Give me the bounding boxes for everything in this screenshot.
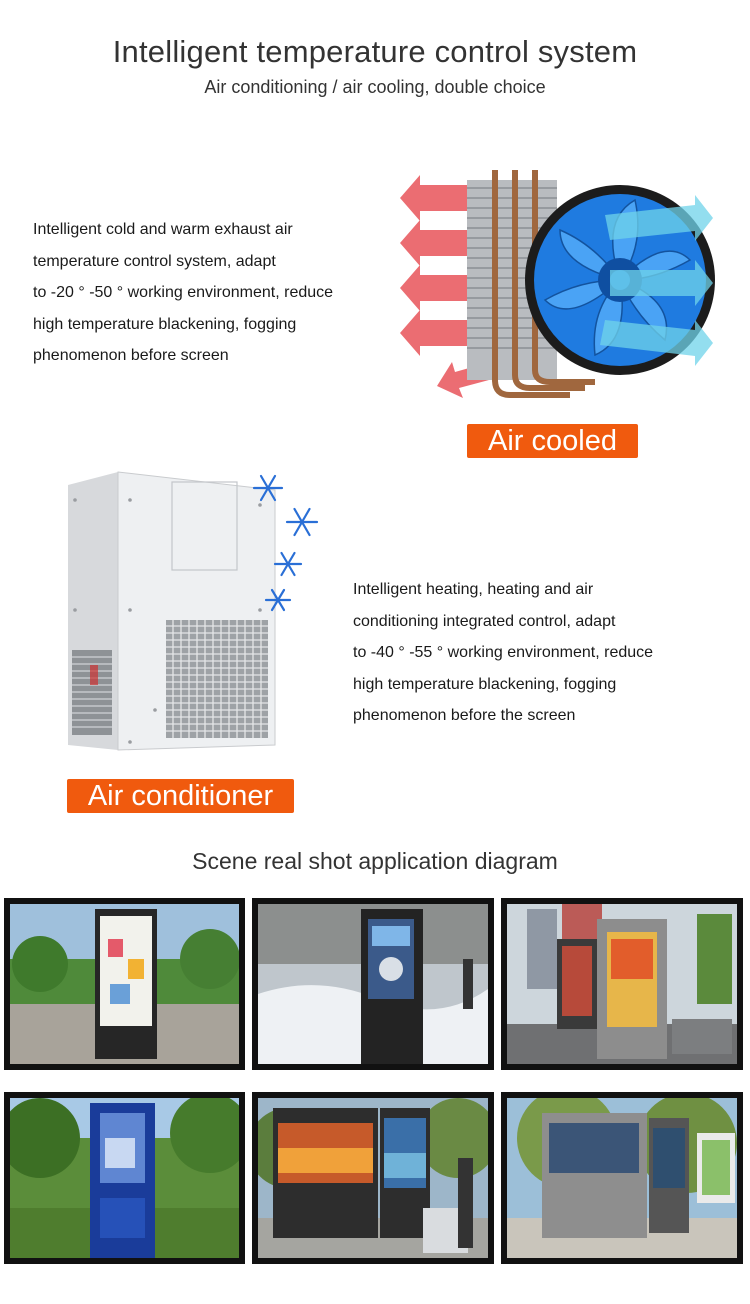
air-conditioner-line-1: Intelligent heating, heating and air	[353, 581, 594, 598]
air-conditioner-badge: Air conditioner	[67, 779, 294, 813]
air-cooled-line-3: to -20 ° -50 ° working environment, reduce	[33, 284, 334, 301]
air-conditioner-line-2: conditioning integrated control, adapt	[353, 612, 616, 630]
scene-photo-double-screen-kiosk	[252, 1092, 494, 1264]
air-cooled-line-4: high temperature blackening, fogging	[33, 315, 297, 333]
scene-photo-park-kiosk	[501, 1092, 743, 1264]
air-cooled-badge: Air cooled	[467, 424, 638, 458]
air-conditioner-line-4: high temperature blackening, fogging	[353, 675, 617, 693]
air-conditioner-line-5: phenomenon before the screen	[353, 707, 576, 724]
air-conditioner-line-3: to -40 ° -55 ° working environment, reduce	[353, 644, 654, 661]
air-cooled-line-2: temperature control system, adapt	[33, 252, 276, 270]
air-conditioner-unit-icon	[60, 460, 330, 760]
scene-photo-blue-kiosk	[4, 1092, 245, 1264]
scene-photo-bus-stop	[501, 898, 743, 1070]
air-conditioner-description	[353, 574, 653, 732]
cpu-fan-icon	[395, 150, 715, 410]
scene-photo-snow-kiosk	[252, 898, 494, 1070]
page-subtitle: Air conditioning / air cooling, double choice	[204, 77, 546, 97]
air-cooled-line-1: Intelligent cold and warm exhaust air	[33, 221, 293, 238]
air-cooled-line-5: phenomenon before screen	[33, 347, 229, 364]
gallery-title: Scene real shot application diagram	[192, 848, 558, 874]
air-cooled-description	[33, 214, 333, 372]
page-title: Intelligent temperature control system	[112, 34, 638, 69]
scene-photo-plaza-kiosk	[4, 898, 245, 1070]
